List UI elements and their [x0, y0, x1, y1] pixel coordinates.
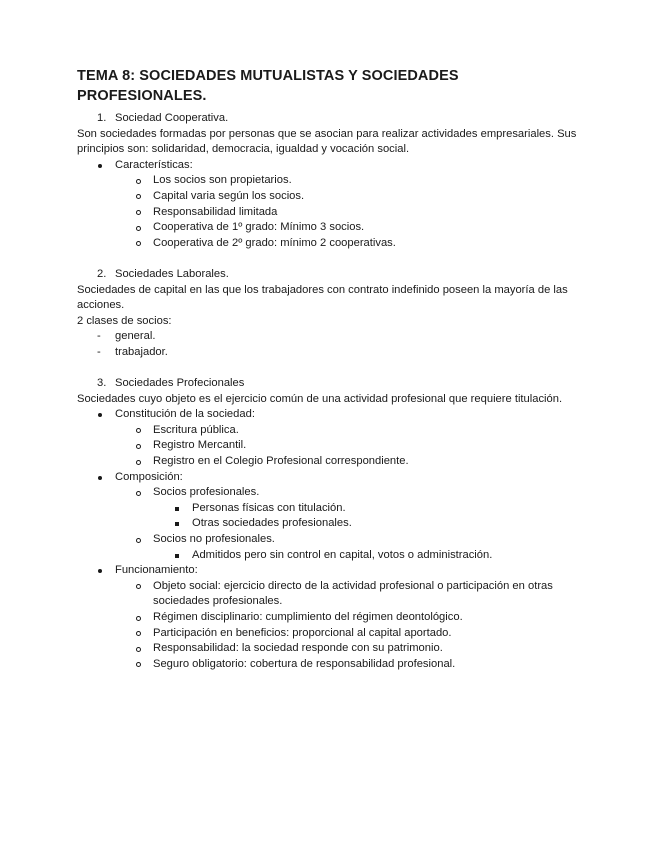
sub-bullet-item	[77, 236, 587, 252]
sub-bullet-text: Capital varia según los socios.	[153, 189, 305, 202]
sub-bullet-text: Registro en el Colegio Profesional correspondiente.	[153, 455, 409, 468]
sub-bullet-text: Cooperativa de 1º grado: Mínimo 3 socios.	[153, 221, 365, 234]
section-cooperativa	[77, 111, 587, 251]
sub-sub-bullet-item	[77, 501, 587, 517]
sub-bullet-text: Responsabilidad: la sociedad responde con su patrimonio.	[153, 642, 443, 655]
circle-bullet-icon	[136, 616, 141, 621]
disc-bullet-icon	[98, 476, 102, 480]
dash-bullet-icon: -	[97, 345, 101, 358]
dash-item	[77, 329, 587, 345]
circle-bullet-icon	[136, 428, 141, 433]
circle-bullet-icon	[136, 210, 141, 215]
sub-bullet-text: Régimen disciplinario: cumplimiento del régimen deontológico.	[153, 611, 463, 623]
section-heading-text: Sociedades Profecionales	[115, 377, 245, 390]
dash-item	[77, 345, 587, 361]
sub-bullet-item	[77, 610, 587, 626]
sub-bullet-text: Los socios son propietarios.	[153, 174, 292, 187]
section-paragraph: Son sociedades formadas por personas que se asocian para realizar actividades empresariales. Sus principios son: solidaridad, democracia, igualdad y vocación social.	[77, 127, 577, 156]
section-heading-text: Sociedades Laborales.	[115, 267, 229, 280]
sub-bullet-item	[77, 485, 587, 501]
sub-bullet-item	[77, 532, 587, 548]
sub-bullet-text: Seguro obligatorio: cobertura de responsabilidad profesional.	[153, 657, 456, 670]
section-number: 2.	[97, 267, 107, 280]
sub-bullet-item	[77, 454, 587, 470]
sub-bullet-text: Escritura pública.	[153, 423, 239, 436]
disc-bullet-icon	[98, 569, 102, 573]
bullet-item	[77, 563, 587, 579]
circle-bullet-icon	[136, 444, 141, 449]
sub-bullet-text: Registro Mercantil.	[153, 439, 247, 452]
bullet-text: Composición:	[115, 470, 183, 483]
sub-sub-bullet-text: Admitidos pero sin control en capital, votos o administración.	[192, 548, 493, 561]
page-title: TEMA 8: SOCIEDADES MUTUALISTAS Y SOCIEDADES PROFESIONALES.	[77, 68, 459, 104]
sub-bullet-item	[77, 641, 587, 657]
disc-bullet-icon	[98, 413, 102, 417]
section-number: 3.	[97, 377, 107, 390]
sub-bullet-item	[77, 189, 587, 205]
sub-sub-bullet-item	[77, 516, 587, 532]
bullet-item	[77, 407, 587, 423]
dash-bullet-icon: -	[97, 330, 101, 343]
sub-bullet-text: Participación en beneficios: proporcional al capital aportado.	[153, 626, 452, 639]
bullet-item	[77, 158, 587, 174]
bullet-text: Funcionamiento:	[115, 564, 198, 577]
sub-bullet-item	[77, 579, 587, 610]
section-paragraph: Sociedades cuyo objeto es el ejercicio común de una actividad profesional que requiere titulación.	[77, 392, 563, 405]
sub-bullet-item	[77, 220, 587, 236]
sub-bullet-item	[77, 423, 587, 439]
section-laborales	[77, 267, 587, 361]
sub-bullet-text: Cooperativa de 2º grado: mínimo 2 cooperativas.	[153, 236, 396, 249]
section-heading	[77, 267, 587, 283]
sub-bullet-text: Objeto social: ejercicio directo de la actividad profesional o participación en otras sociedades profesionales.	[153, 579, 553, 608]
sub-sub-bullet-text: Personas físicas con titulación.	[192, 501, 346, 514]
circle-bullet-icon	[136, 538, 141, 543]
bullet-item	[77, 470, 587, 486]
sub-bullet-item	[77, 657, 587, 673]
document-body	[77, 111, 587, 672]
square-bullet-icon	[175, 507, 179, 511]
sub-bullet-text: Responsabilidad limitada	[153, 205, 278, 218]
section-heading	[77, 376, 587, 392]
sub-sub-bullet-item	[77, 548, 587, 564]
sub-bullet-item	[77, 173, 587, 189]
bullet-text: Características:	[115, 158, 193, 171]
bullet-text: Constitución de la sociedad:	[115, 408, 255, 421]
section-heading-text: Sociedad Cooperativa.	[115, 112, 229, 124]
sub-bullet-text: Socios profesionales.	[153, 486, 260, 499]
dash-item-text: general.	[115, 330, 156, 343]
dash-item-text: trabajador.	[115, 345, 168, 358]
disc-bullet-icon	[98, 164, 102, 168]
circle-bullet-icon	[136, 662, 141, 667]
sub-bullet-item	[77, 205, 587, 221]
circle-bullet-icon	[136, 226, 141, 231]
circle-bullet-icon	[136, 584, 141, 589]
sub-bullet-item	[77, 626, 587, 642]
circle-bullet-icon	[136, 460, 141, 465]
square-bullet-icon	[175, 522, 179, 526]
circle-bullet-icon	[136, 179, 141, 184]
sub-sub-bullet-text: Otras sociedades profesionales.	[192, 517, 352, 530]
circle-bullet-icon	[136, 241, 141, 246]
circle-bullet-icon	[136, 194, 141, 199]
sub-bullet-text: Socios no profesionales.	[153, 533, 275, 546]
section-paragraph-2: 2 clases de socios:	[77, 314, 172, 327]
section-profesionales	[77, 376, 587, 672]
section-heading	[77, 111, 587, 127]
circle-bullet-icon	[136, 491, 141, 496]
section-number: 1.	[97, 112, 107, 124]
circle-bullet-icon	[136, 631, 141, 636]
circle-bullet-icon	[136, 647, 141, 652]
sub-bullet-item	[77, 438, 587, 454]
square-bullet-icon	[175, 554, 179, 558]
section-paragraph: Sociedades de capital en las que los trabajadores con contrato indefinido poseen la mayoría de las acciones.	[77, 283, 568, 312]
